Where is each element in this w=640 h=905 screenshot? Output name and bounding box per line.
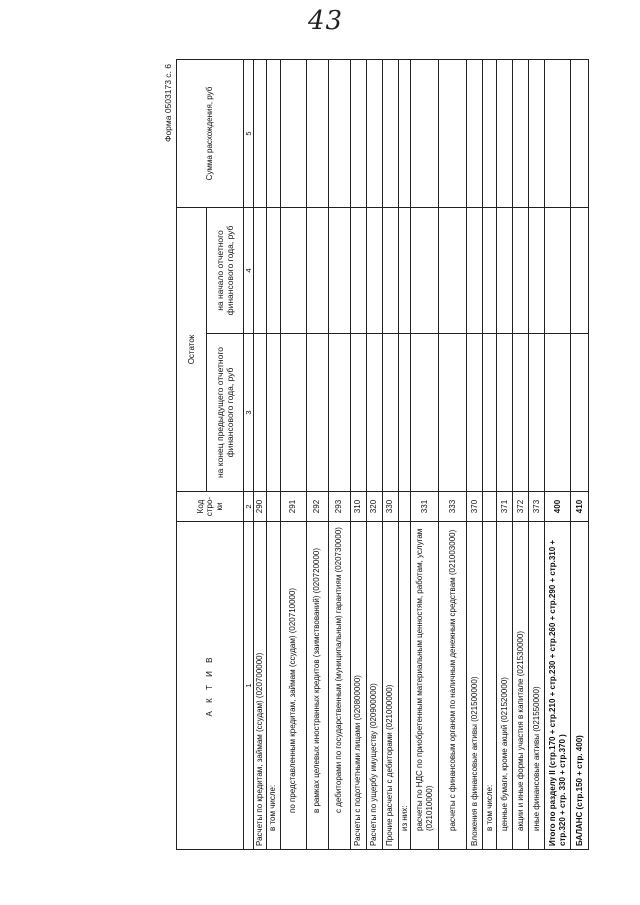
table-body bbox=[254, 60, 589, 850]
value-end-prev-year bbox=[254, 334, 267, 492]
table-row bbox=[306, 60, 328, 850]
table-row bbox=[328, 60, 350, 850]
table-row bbox=[513, 60, 529, 850]
row-code: 371 bbox=[497, 492, 513, 522]
row-label: БАЛАНС (стр.150 + стр. 400) bbox=[571, 522, 589, 850]
value-start-current-year bbox=[306, 208, 328, 334]
value-discrepancy bbox=[529, 60, 545, 208]
row-label: иные финансовые активы (021550000) bbox=[529, 522, 545, 850]
row-code: 290 bbox=[254, 492, 267, 522]
row-label: акции и иные формы участия в капитале (021530000) bbox=[513, 522, 529, 850]
value-end-prev-year bbox=[513, 334, 529, 492]
row-code: 292 bbox=[306, 492, 328, 522]
value-start-current-year bbox=[545, 208, 571, 334]
table-row bbox=[254, 60, 267, 850]
row-code: 410 bbox=[571, 492, 589, 522]
value-start-current-year bbox=[254, 208, 267, 334]
value-end-prev-year bbox=[280, 334, 306, 492]
value-end-prev-year bbox=[467, 334, 483, 492]
table-row bbox=[411, 60, 439, 850]
table-row bbox=[266, 60, 280, 850]
value-end-prev-year bbox=[366, 334, 382, 492]
value-discrepancy bbox=[571, 60, 589, 208]
value-discrepancy bbox=[411, 60, 439, 208]
row-label: расчеты по НДС по приобретенным материальным ценностям, работам, услугам (021010000) bbox=[411, 522, 439, 850]
value-discrepancy bbox=[328, 60, 350, 208]
row-label: ценные бумаги, кроме акций (021520000) bbox=[497, 522, 513, 850]
row-code: 333 bbox=[439, 492, 467, 522]
row-label: из них: bbox=[398, 522, 411, 850]
value-start-current-year bbox=[483, 208, 497, 334]
header-line-code: Код стро- ки bbox=[177, 492, 244, 522]
value-end-prev-year bbox=[411, 334, 439, 492]
row-label: в том числе: bbox=[266, 522, 280, 850]
value-discrepancy bbox=[366, 60, 382, 208]
value-end-prev-year bbox=[483, 334, 497, 492]
table-row bbox=[497, 60, 513, 850]
column-number: 1 bbox=[244, 522, 254, 850]
value-end-prev-year bbox=[529, 334, 545, 492]
table-row bbox=[439, 60, 467, 850]
table-row bbox=[350, 60, 366, 850]
value-end-prev-year bbox=[328, 334, 350, 492]
header-assets: А К Т И В bbox=[177, 522, 244, 850]
table-row bbox=[467, 60, 483, 850]
row-label: в рамках целевых иностранных кредитов (заимствований) (020720000) bbox=[306, 522, 328, 850]
value-start-current-year bbox=[382, 208, 398, 334]
header-start-current-year: на начало отчетного финансового года, руб bbox=[207, 208, 244, 334]
value-end-prev-year bbox=[350, 334, 366, 492]
value-start-current-year bbox=[398, 208, 411, 334]
row-code: 370 bbox=[467, 492, 483, 522]
value-start-current-year bbox=[497, 208, 513, 334]
column-number: 4 bbox=[244, 208, 254, 334]
row-code: 310 bbox=[350, 492, 366, 522]
row-code: 320 bbox=[366, 492, 382, 522]
row-label: Расчеты по ущербу имуществу (020900000) bbox=[366, 522, 382, 850]
header-balance-group: Остаток bbox=[177, 208, 207, 492]
row-code: 373 bbox=[529, 492, 545, 522]
row-code bbox=[266, 492, 280, 522]
page-number: 43 bbox=[308, 6, 344, 36]
value-start-current-year bbox=[280, 208, 306, 334]
value-end-prev-year bbox=[571, 334, 589, 492]
row-code: 291 bbox=[280, 492, 306, 522]
row-code: 331 bbox=[411, 492, 439, 522]
header-discrepancy: Сумма расхождения, руб bbox=[177, 60, 244, 208]
form-label: Форма 0503173 с. 6 bbox=[163, 64, 173, 143]
row-label: Расчеты с подотчетными лицами (020800000) bbox=[350, 522, 366, 850]
value-discrepancy bbox=[398, 60, 411, 208]
value-discrepancy bbox=[382, 60, 398, 208]
table-row bbox=[398, 60, 411, 850]
value-start-current-year bbox=[366, 208, 382, 334]
row-label: расчеты с финансовым органом по наличным денежным средствам (021003000) bbox=[439, 522, 467, 850]
row-label: по представленным кредитам, займам (ссудам) (020710000) bbox=[280, 522, 306, 850]
table-row bbox=[280, 60, 306, 850]
row-code: 330 bbox=[382, 492, 398, 522]
row-label: в том числе: bbox=[483, 522, 497, 850]
column-number: 3 bbox=[244, 334, 254, 492]
value-start-current-year bbox=[439, 208, 467, 334]
value-start-current-year bbox=[266, 208, 280, 334]
row-label: Прочие расчеты с дебиторами (021000000) bbox=[382, 522, 398, 850]
value-discrepancy bbox=[306, 60, 328, 208]
row-code bbox=[398, 492, 411, 522]
value-start-current-year bbox=[350, 208, 366, 334]
row-label: Расчеты по кредитам, займам (ссудам) (020700000) bbox=[254, 522, 267, 850]
row-code: 400 bbox=[545, 492, 571, 522]
value-start-current-year bbox=[467, 208, 483, 334]
value-end-prev-year bbox=[398, 334, 411, 492]
value-discrepancy bbox=[483, 60, 497, 208]
value-start-current-year bbox=[571, 208, 589, 334]
value-discrepancy bbox=[350, 60, 366, 208]
value-discrepancy bbox=[439, 60, 467, 208]
value-end-prev-year bbox=[439, 334, 467, 492]
table-row bbox=[571, 60, 589, 850]
value-discrepancy bbox=[254, 60, 267, 208]
rotated-page-content bbox=[162, 60, 584, 850]
table-row bbox=[483, 60, 497, 850]
row-label: с дебиторами по государственным (муниципальным) гарантиям (020730000) bbox=[328, 522, 350, 850]
value-discrepancy bbox=[513, 60, 529, 208]
table-row bbox=[366, 60, 382, 850]
table-row bbox=[382, 60, 398, 850]
row-code bbox=[483, 492, 497, 522]
table-row bbox=[529, 60, 545, 850]
row-code: 372 bbox=[513, 492, 529, 522]
value-end-prev-year bbox=[306, 334, 328, 492]
value-discrepancy bbox=[280, 60, 306, 208]
value-start-current-year bbox=[513, 208, 529, 334]
value-discrepancy bbox=[266, 60, 280, 208]
row-label: Итого по разделу II (стр.170 + стр.210 + стр.230 + стр.260 + стр.290 + стр.310 + стр.320 + стр. 330 + стр.370 ) bbox=[545, 522, 571, 850]
value-discrepancy bbox=[497, 60, 513, 208]
value-end-prev-year bbox=[545, 334, 571, 492]
column-numbers-row bbox=[244, 60, 254, 850]
row-label: Вложения в финансовые активы (021500000) bbox=[467, 522, 483, 850]
value-end-prev-year bbox=[266, 334, 280, 492]
header-end-prev-year: на конец предыдущего отчетного финансового года, руб bbox=[207, 334, 244, 492]
value-discrepancy bbox=[545, 60, 571, 208]
column-number: 2 bbox=[244, 492, 254, 522]
value-start-current-year bbox=[411, 208, 439, 334]
table-row bbox=[545, 60, 571, 850]
value-start-current-year bbox=[328, 208, 350, 334]
column-number: 5 bbox=[244, 60, 254, 208]
row-code: 293 bbox=[328, 492, 350, 522]
assets-table bbox=[176, 59, 589, 850]
value-start-current-year bbox=[529, 208, 545, 334]
value-discrepancy bbox=[467, 60, 483, 208]
value-end-prev-year bbox=[497, 334, 513, 492]
value-end-prev-year bbox=[382, 334, 398, 492]
